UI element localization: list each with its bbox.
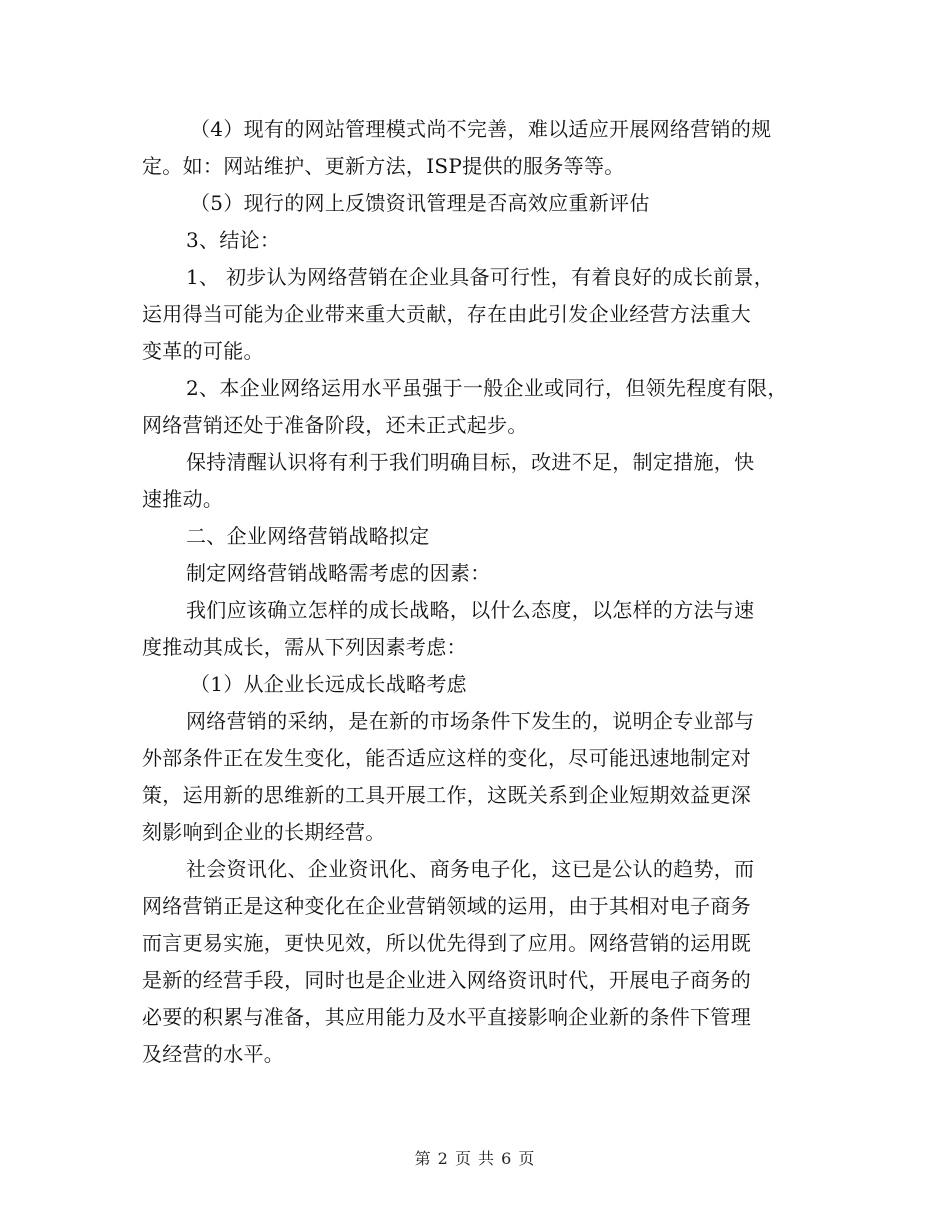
text-line: 运用得当可能为企业带来重大贡献，存在由此引发企业经营方法重大 <box>142 302 751 326</box>
text-line: 刻影响到企业的长期经营。 <box>142 820 386 844</box>
text-line: 1、 初步认为网络营销在企业具备可行性，有着良好的成长前景， <box>186 265 775 289</box>
text-line: （1）从企业长远成长战略考虑 <box>190 672 467 696</box>
text-line: （5）现行的网上反馈资讯管理是否高效应重新评估 <box>190 191 650 215</box>
text-line: 外部条件正在发生变化，能否适应这样的变化，尽可能迅速地制定对 <box>142 746 751 770</box>
text-line: 二、企业网络营销战略拟定 <box>186 524 430 548</box>
text-line: 是新的经营手段，同时也是企业进入网络资讯时代，开展电子商务的 <box>142 968 751 992</box>
text-line: 度推动其成长，需从下列因素考虑： <box>142 635 467 659</box>
text-line: 而言更易实施，更快见效，所以优先得到了应用。网络营销的运用既 <box>142 931 751 955</box>
text-line: （4）现有的网站管理模式尚不完善，难以适应开展网络营销的规 <box>190 117 772 141</box>
text-line: 定。如：网站维护、更新方法，ISP提供的服务等等。 <box>142 154 625 178</box>
text-line: 速推动。 <box>142 487 224 511</box>
document-body <box>142 111 832 1073</box>
text-line: 保持清醒认识将有利于我们明确目标，改进不足，制定措施，快 <box>186 450 755 474</box>
text-line: 网络营销还处于准备阶段，还未正式起步。 <box>142 413 528 437</box>
text-line: 3、结论： <box>186 228 281 252</box>
text-line: 网络营销正是这种变化在企业营销领域的运用，由于其相对电子商务 <box>142 894 751 918</box>
text-line: 变革的可能。 <box>142 339 264 363</box>
text-line: 2、本企业网络运用水平虽强于一般企业或同行，但领先程度有限， <box>186 376 788 400</box>
text-line: 及经营的水平。 <box>142 1042 285 1066</box>
page-footer: 第 2 页 共 6 页 <box>414 1149 536 1168</box>
text-line: 社会资讯化、企业资讯化、商务电子化，这已是公认的趋势，而 <box>186 857 755 881</box>
text-line: 制定网络营销战略需考虑的因素： <box>186 561 491 585</box>
text-line: 策，运用新的思维新的工具开展工作，这既关系到企业短期效益更深 <box>142 783 751 807</box>
text-line: 必要的积累与准备，其应用能力及水平直接影响企业新的条件下管理 <box>142 1005 751 1029</box>
text-line: 我们应该确立怎样的成长战略，以什么态度，以怎样的方法与速 <box>186 598 755 622</box>
text-line: 网络营销的采纳，是在新的市场条件下发生的，说明企专业部与 <box>186 709 755 733</box>
